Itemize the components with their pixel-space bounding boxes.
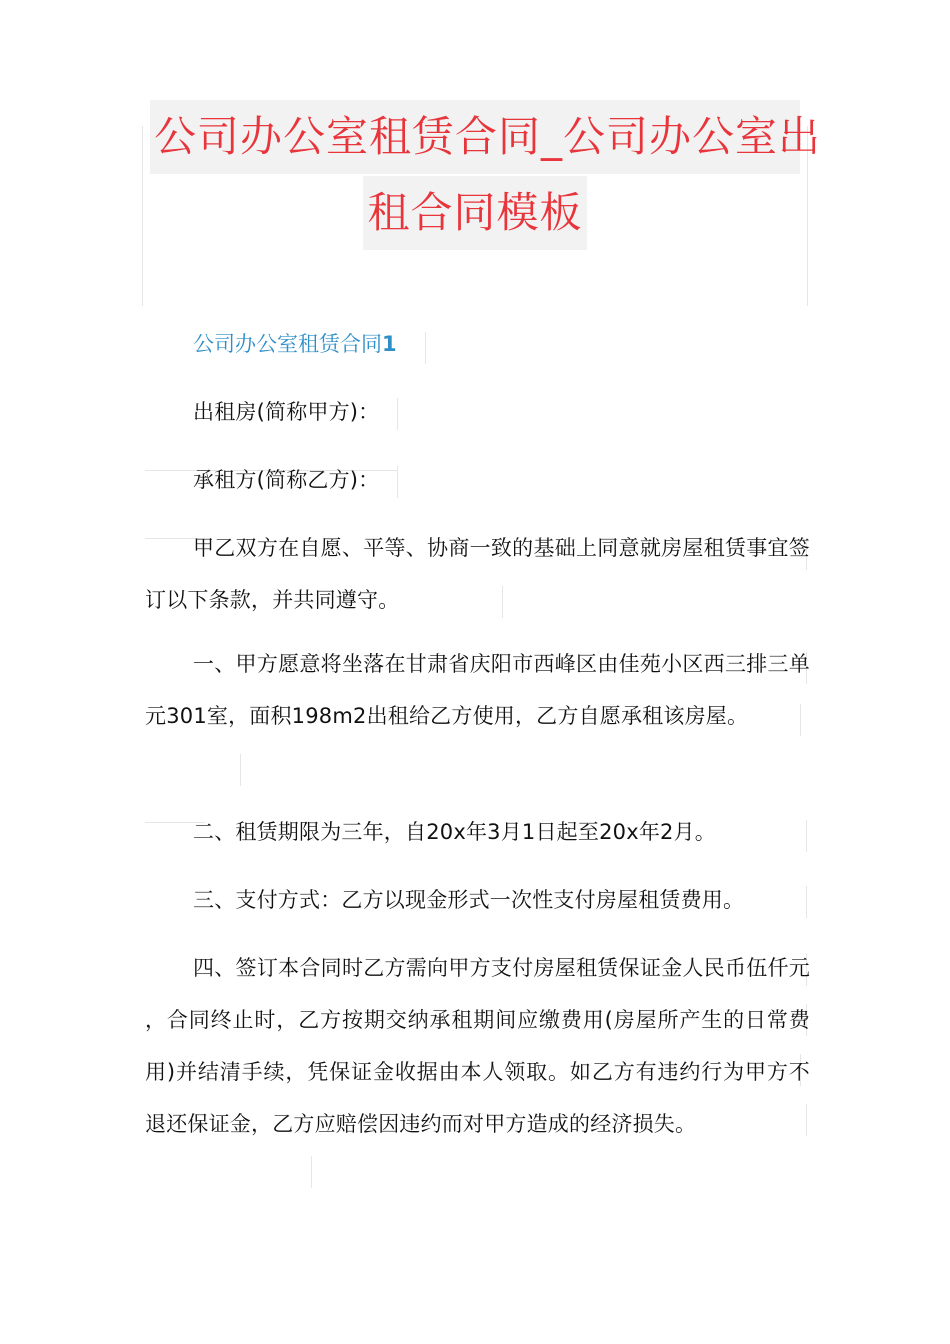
title-line-2: 租合同模板: [363, 176, 586, 250]
paragraph: 三、支付方式：乙方以现金形式一次性支付房屋租赁费用。: [193, 888, 745, 912]
title-line-1: 公司办公室租赁合同_公司办公室出: [150, 100, 800, 174]
section-heading-text: 公司办公室租赁合同: [193, 332, 382, 356]
document-title: [142, 100, 822, 250]
guide-line: [311, 1156, 312, 1188]
paragraph: 一、甲方愿意将坐落在甘肃省庆阳市西峰区由佳苑小区西三排三单元301室，面积198m2出租给乙方使用，乙方自愿承租该房屋。: [145, 652, 810, 728]
paragraph: 出租房(简称甲方)：: [193, 400, 380, 424]
paragraph: 四、签订本合同时乙方需向甲方支付房屋租赁保证金人民币伍仟元 ，合同终止时，乙方按期交纳承租期间应缴费用(房屋所产生的日常费用)并结清手续，凭保证金收据由本人领取。如乙方有违约行为甲方不退还保证金，乙方应赔偿因违约而对甲方造成的经济损失。: [145, 956, 810, 1136]
paragraph: 甲乙双方在自愿、平等、协商一致的基础上同意就房屋租赁事宜签订以下条款，并共同遵守。: [145, 536, 810, 612]
guide-line: [425, 332, 426, 364]
section-heading-number: 1: [382, 332, 397, 356]
guide-line: [240, 754, 241, 786]
section-heading: [193, 327, 397, 361]
paragraph: 承租方(简称乙方)：: [193, 468, 380, 492]
paragraph: 二、租赁期限为三年，自20x年3月1日起至20x年2月。: [193, 820, 716, 844]
